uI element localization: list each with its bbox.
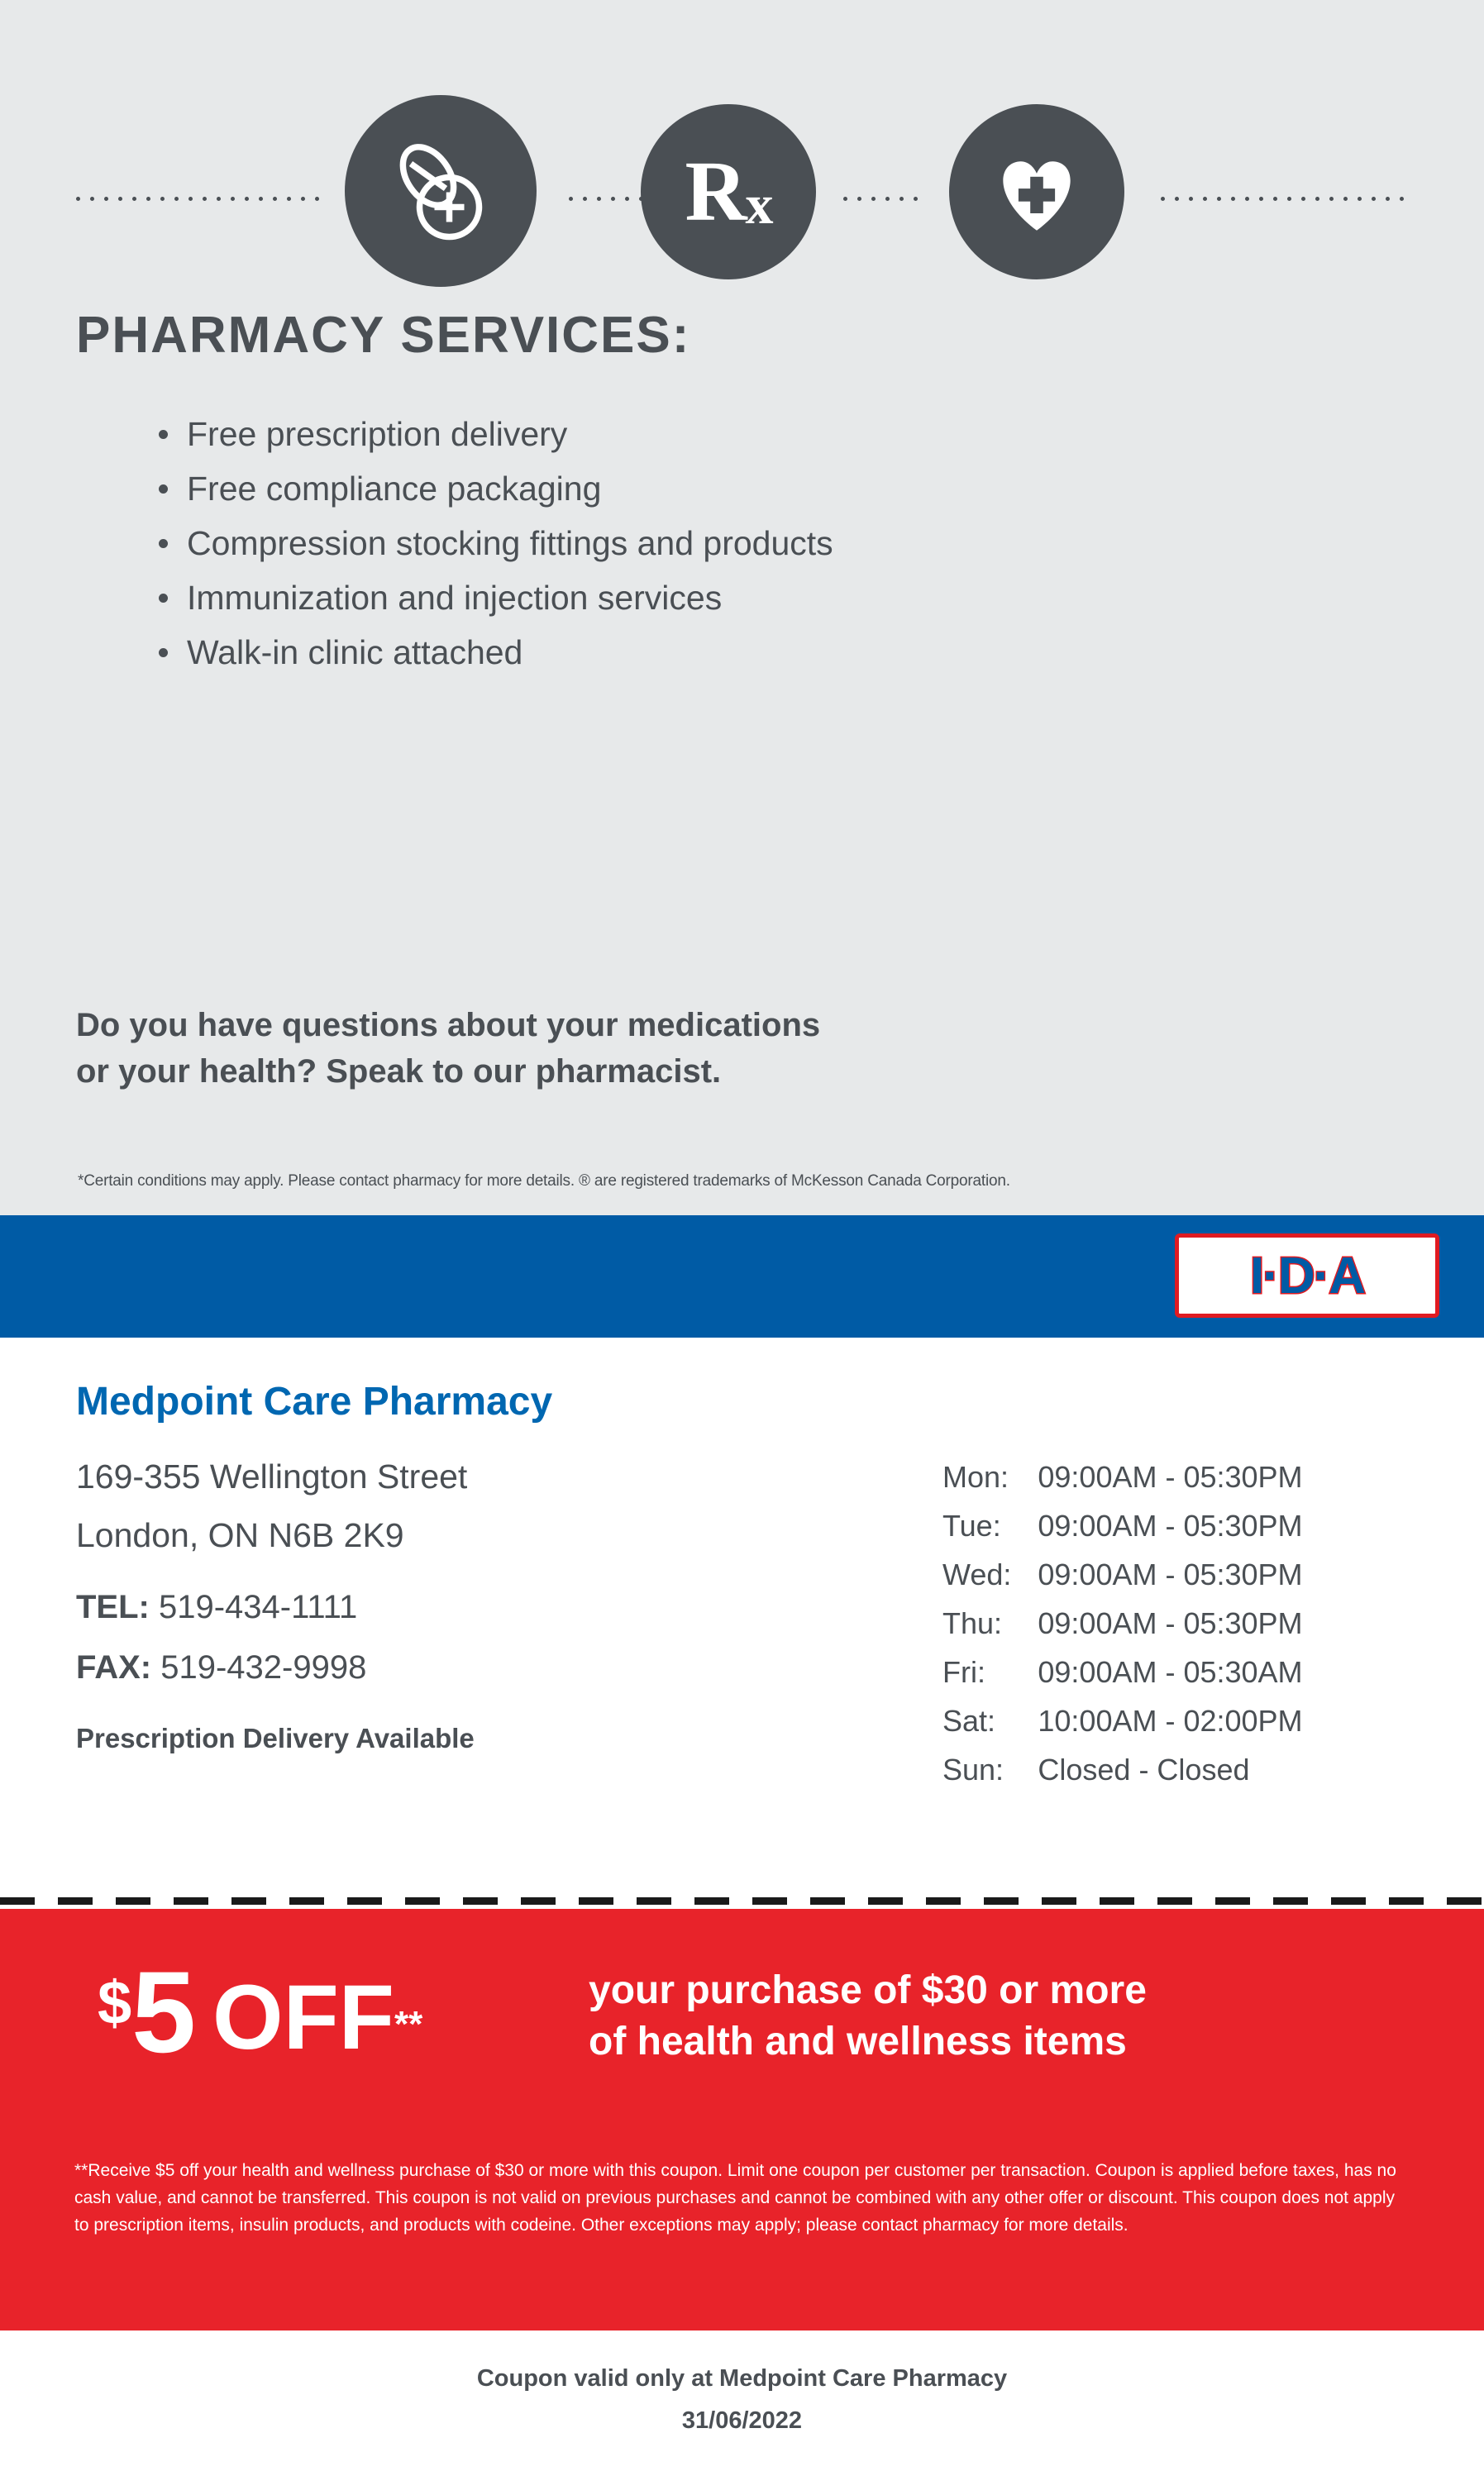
hours-day: Fri: xyxy=(942,1655,985,1689)
hours-day: Sat: xyxy=(942,1704,996,1738)
coupon-validity-text: Coupon valid only at Medpoint Care Pharmacy xyxy=(476,2365,1008,2392)
hours-day: Sun: xyxy=(942,1753,1004,1787)
pills-plus-icon xyxy=(345,95,537,287)
telephone-label: TEL: xyxy=(76,1589,150,1625)
coupon-cut-line xyxy=(0,1894,1484,1909)
store-hours-table xyxy=(942,1460,1303,1801)
hours-time: 09:00AM - 05:30PM xyxy=(1038,1509,1303,1543)
hours-time: 09:00AM - 05:30PM xyxy=(1038,1460,1303,1494)
hours-day: Mon: xyxy=(942,1460,1009,1494)
hours-time: 09:00AM - 05:30PM xyxy=(1038,1606,1303,1640)
question-line-1: Do you have questions about your medications xyxy=(76,1007,821,1043)
coupon-currency: $ xyxy=(98,1968,132,2037)
table-row xyxy=(942,1509,1303,1558)
hours-day: Wed: xyxy=(942,1558,1012,1591)
coupon-desc-line-2: of health and wellness items xyxy=(589,2020,1127,2063)
coupon-desc-line-1: your purchase of $30 or more xyxy=(589,1968,1147,2012)
telephone-row xyxy=(76,1577,366,1638)
delivery-note: Prescription Delivery Available xyxy=(76,1723,475,1753)
store-contact xyxy=(76,1577,366,1698)
dotted-line-right xyxy=(1161,197,1409,201)
dotted-line-left xyxy=(76,197,324,201)
table-row xyxy=(942,1558,1303,1606)
services-title: PHARMACY SERVICES: xyxy=(76,307,691,364)
coupon-off-label: OFF xyxy=(212,1967,394,2068)
coupon-asterisks: ** xyxy=(394,2004,423,2044)
coupon-description xyxy=(589,1965,1147,2068)
coupon-expiry-date: 31/06/2022 xyxy=(681,2407,803,2434)
store-name: Medpoint Care Pharmacy xyxy=(76,1380,553,1424)
heart-plus-icon xyxy=(949,104,1124,279)
brand-bar xyxy=(0,1215,1484,1338)
hours-time: 09:00AM - 05:30PM xyxy=(1038,1558,1303,1591)
dotted-line-mid-right xyxy=(843,197,926,201)
table-row xyxy=(942,1753,1303,1801)
table-row xyxy=(942,1606,1303,1655)
fax-row xyxy=(76,1638,366,1698)
dotted-line-mid-left xyxy=(569,197,651,201)
pharmacy-services-panel xyxy=(0,0,1484,1215)
coupon-panel xyxy=(0,1909,1484,2330)
hours-day: Thu: xyxy=(942,1606,1003,1640)
store-address xyxy=(76,1448,467,1565)
pharmacist-question xyxy=(76,1002,820,1095)
hours-time: 10:00AM - 02:00PM xyxy=(1038,1704,1303,1738)
ida-logo xyxy=(1175,1233,1439,1318)
list-item: Free prescription delivery xyxy=(157,407,833,461)
fax-value: 519-432-9998 xyxy=(160,1649,367,1686)
address-line-1: 169-355 Wellington Street xyxy=(76,1457,468,1496)
list-item: Walk-in clinic attached xyxy=(157,625,833,680)
rx-subscript: x xyxy=(745,173,772,236)
table-row xyxy=(942,1704,1303,1753)
coupon-fine-print: **Receive $5 off your health and wellness purchase of $30 or more with this coupon. Limit one coupon per customer per transaction. Coupon is applied before taxes, has no cash value, and cannot be transferred. This coupon is not valid on previous purchases and cannot be combined with any other offer or discount. This coupon does not apply to prescription items, insulin products, and products with codeine. Other exceptions may apply; please contact pharmacy for more details. xyxy=(74,2161,1396,2235)
table-row xyxy=(942,1655,1303,1704)
list-item: Free compliance packaging xyxy=(157,461,833,516)
fax-label: FAX: xyxy=(76,1649,152,1686)
list-item: Compression stocking fittings and products xyxy=(157,516,833,570)
hours-day: Tue: xyxy=(942,1509,1001,1543)
icon-strip xyxy=(0,50,1484,256)
telephone-value: 519-434-1111 xyxy=(159,1589,358,1625)
rx-letter: R xyxy=(685,144,746,239)
table-row xyxy=(942,1460,1303,1509)
coupon-amount: 5 xyxy=(131,1947,195,2077)
rx-icon xyxy=(641,104,816,279)
list-item: Immunization and injection services xyxy=(157,570,833,625)
store-info-panel xyxy=(0,1338,1484,1894)
coupon-footer xyxy=(0,2330,1484,2476)
hours-time: Closed - Closed xyxy=(1038,1753,1250,1787)
question-line-2: or your health? Speak to our pharmacist. xyxy=(76,1053,722,1090)
ida-logo-text: I·D·A xyxy=(1249,1247,1365,1305)
hours-time: 09:00AM - 05:30AM xyxy=(1038,1655,1303,1689)
coupon-offer xyxy=(98,1947,423,2077)
services-list xyxy=(124,407,833,680)
top-disclaimer: *Certain conditions may apply. Please contact pharmacy for more details. ® are registered trademarks of McKesson Canada Corporation. xyxy=(78,1172,1010,1190)
address-line-2: London, ON N6B 2K9 xyxy=(76,1516,404,1554)
